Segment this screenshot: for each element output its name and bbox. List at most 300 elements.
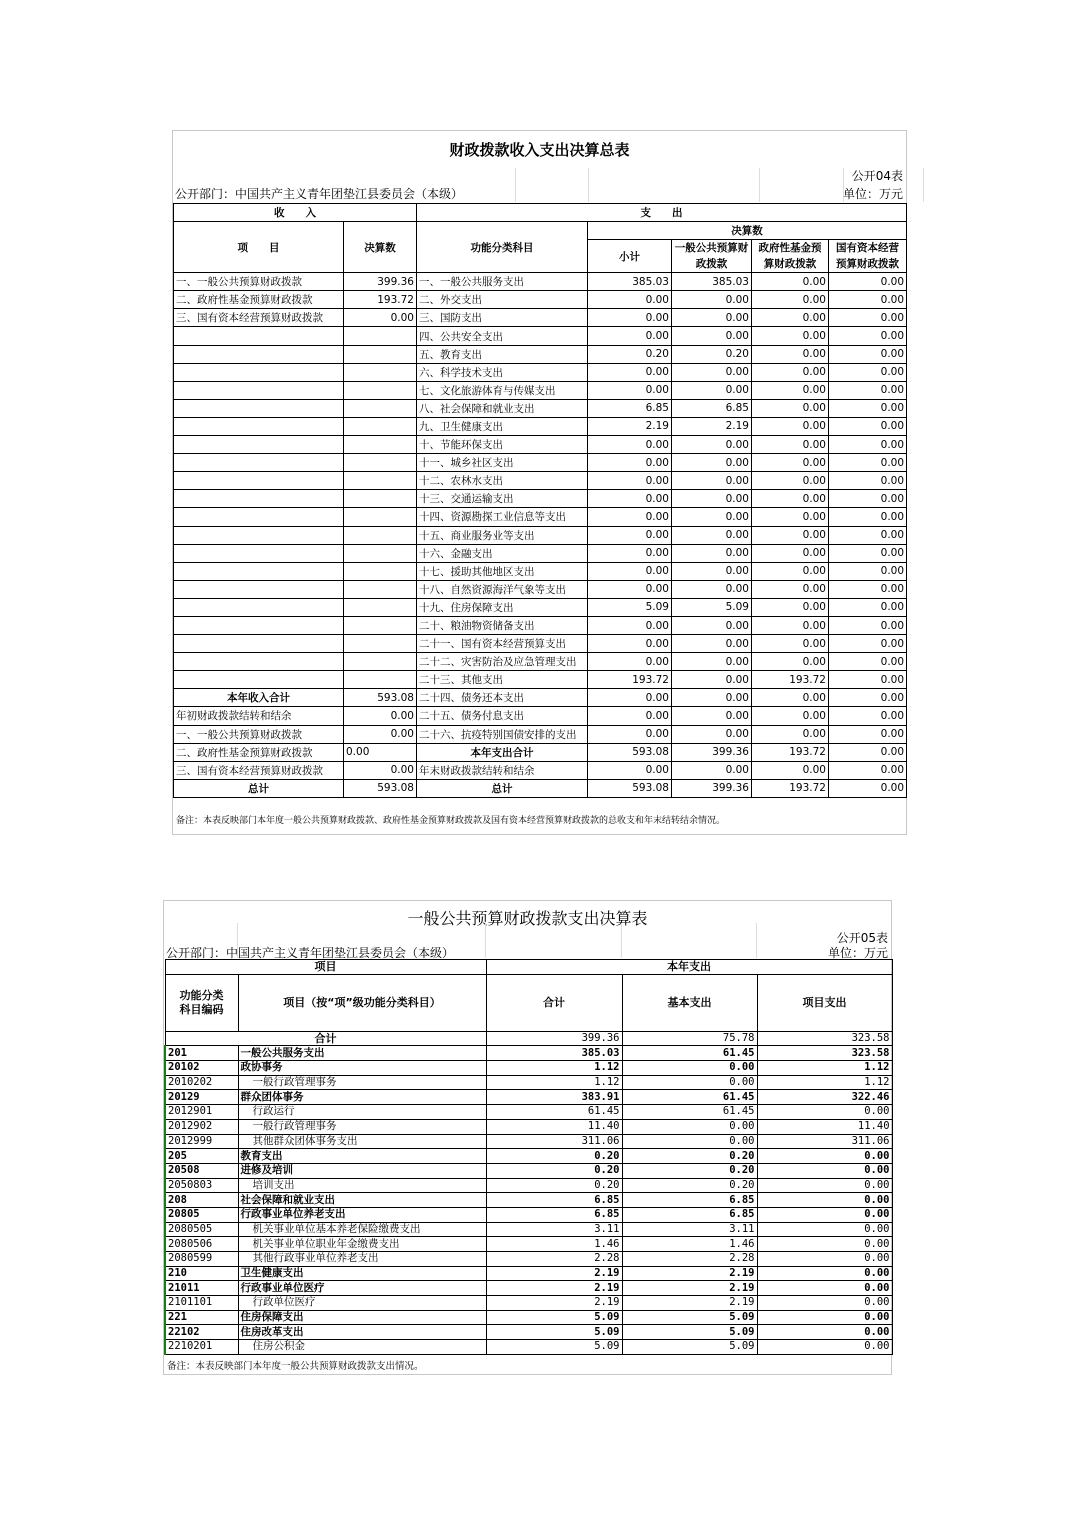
income-amount xyxy=(344,417,417,435)
fund-budget-value: 0.00 xyxy=(752,454,829,472)
general-budget-value: 0.00 xyxy=(672,472,752,490)
basic-cell: 0.00 xyxy=(622,1119,757,1134)
total-cell: 0.20 xyxy=(486,1149,622,1164)
subtotal-value: 0.00 xyxy=(588,490,672,508)
table-row xyxy=(174,689,907,707)
subtotal-value: 0.00 xyxy=(588,508,672,526)
total-cell: 1.12 xyxy=(486,1075,622,1090)
fund-budget-value: 0.00 xyxy=(752,635,829,653)
general-budget-value: 0.00 xyxy=(672,490,752,508)
project-cell: 0.00 xyxy=(757,1193,892,1208)
state-capital-value: 0.00 xyxy=(829,417,907,435)
income-amount xyxy=(344,399,417,417)
project-cell: 0.00 xyxy=(757,1178,892,1193)
code-cell: 2080506 xyxy=(165,1237,238,1252)
amount-header: 决算数 xyxy=(344,222,417,273)
table-row xyxy=(174,327,907,345)
department-label: 公开部门：中国共产主义青年团垫江县委员会（本级） xyxy=(166,946,455,960)
table-row xyxy=(165,1193,892,1208)
total-cell: 2.19 xyxy=(486,1266,622,1281)
name-cell: 行政单位医疗 xyxy=(238,1296,486,1311)
state-capital-value: 0.00 xyxy=(829,707,907,725)
basic-cell: 1.46 xyxy=(622,1237,757,1252)
income-amount xyxy=(344,580,417,598)
general-budget-value: 0.00 xyxy=(672,761,752,779)
fund-budget-value: 0.00 xyxy=(752,598,829,616)
name-cell: 一般行政管理事务 xyxy=(238,1075,486,1090)
state-capital-value: 0.00 xyxy=(829,653,907,671)
name-cell: 住房改革支出 xyxy=(238,1325,486,1340)
project-header: 项目支出 xyxy=(757,974,892,1031)
income-amount xyxy=(344,671,417,689)
function-item: 十一、城乡社区支出 xyxy=(417,454,588,472)
code-cell: 2080599 xyxy=(165,1252,238,1267)
general-budget-value: 0.00 xyxy=(672,653,752,671)
table-row xyxy=(165,1163,892,1178)
unit-label: 单位：万元 xyxy=(827,946,888,960)
table-row xyxy=(174,526,907,544)
project-cell: 0.00 xyxy=(757,1310,892,1325)
fund-budget-header: 政府性基金预算财政拨款 xyxy=(752,240,829,273)
income-amount: 0.00 xyxy=(344,725,417,743)
subtotal-value: 0.00 xyxy=(588,454,672,472)
income-item xyxy=(174,436,344,454)
code-cell: 221 xyxy=(165,1310,238,1325)
state-capital-value: 0.00 xyxy=(829,580,907,598)
function-item: 二、外交支出 xyxy=(417,291,588,309)
income-item: 二、政府性基金预算财政拨款 xyxy=(174,291,344,309)
total-row-label: 合计 xyxy=(165,1031,486,1046)
income-amount xyxy=(344,436,417,454)
income-item: 三、国有资本经营预算财政拨款 xyxy=(174,309,344,327)
basic-cell: 5.09 xyxy=(622,1325,757,1340)
total-cell: 1.12 xyxy=(486,1061,622,1076)
total-row-basic: 75.78 xyxy=(622,1031,757,1046)
income-amount xyxy=(344,472,417,490)
general-budget-value: 0.00 xyxy=(672,327,752,345)
subtotal-value: 0.00 xyxy=(588,544,672,562)
function-item: 总计 xyxy=(417,779,588,797)
income-amount xyxy=(344,635,417,653)
fund-budget-value: 193.72 xyxy=(752,779,829,797)
name-cell: 教育支出 xyxy=(238,1149,486,1164)
subtotal-value: 0.00 xyxy=(588,689,672,707)
form-number: 公开04表 xyxy=(851,169,903,183)
project-cell: 0.00 xyxy=(757,1325,892,1340)
total-cell: 2.19 xyxy=(486,1296,622,1311)
function-item: 六、科学技术支出 xyxy=(417,363,588,381)
function-item: 九、卫生健康支出 xyxy=(417,417,588,435)
project-cell: 0.00 xyxy=(757,1149,892,1164)
general-budget-value: 6.85 xyxy=(672,399,752,417)
function-item: 十五、商业服务业等支出 xyxy=(417,526,588,544)
subtotal-value: 0.00 xyxy=(588,436,672,454)
basic-cell: 2.28 xyxy=(622,1252,757,1267)
table-row xyxy=(174,761,907,779)
project-cell: 311.06 xyxy=(757,1134,892,1149)
code-cell: 208 xyxy=(165,1193,238,1208)
state-capital-value: 0.00 xyxy=(829,273,907,291)
income-item xyxy=(174,616,344,634)
name-cell: 行政运行 xyxy=(238,1105,486,1120)
total-cell: 11.40 xyxy=(486,1119,622,1134)
total-cell: 61.45 xyxy=(486,1105,622,1120)
project-cell: 0.00 xyxy=(757,1266,892,1281)
name-cell: 机关事业单位职业年金缴费支出 xyxy=(238,1237,486,1252)
project-cell: 1.12 xyxy=(757,1061,892,1076)
table-row xyxy=(165,1061,892,1076)
table-row xyxy=(174,436,907,454)
code-cell: 20102 xyxy=(165,1061,238,1076)
project-cell: 0.00 xyxy=(757,1281,892,1296)
table-row xyxy=(174,363,907,381)
state-capital-value: 0.00 xyxy=(829,779,907,797)
table-row xyxy=(165,1119,892,1134)
income-amount xyxy=(344,616,417,634)
code-cell: 2010202 xyxy=(165,1075,238,1090)
income-amount xyxy=(344,490,417,508)
code-cell: 2101101 xyxy=(165,1296,238,1311)
income-item: 二、政府性基金预算财政拨款 xyxy=(174,743,344,761)
code-cell: 20508 xyxy=(165,1163,238,1178)
table-row xyxy=(165,1207,892,1222)
name-cell: 住房保障支出 xyxy=(238,1310,486,1325)
income-amount xyxy=(344,508,417,526)
code-cell: 2012999 xyxy=(165,1134,238,1149)
general-budget-value: 0.00 xyxy=(672,725,752,743)
state-capital-value: 0.00 xyxy=(829,291,907,309)
total-cell: 5.09 xyxy=(486,1325,622,1340)
project-cell: 0.00 xyxy=(757,1296,892,1311)
table-row xyxy=(165,1046,892,1061)
general-budget-value: 0.00 xyxy=(672,562,752,580)
income-item xyxy=(174,580,344,598)
subtotal-value: 0.00 xyxy=(588,472,672,490)
code-cell: 201 xyxy=(165,1046,238,1061)
income-header: 收 入 xyxy=(174,204,417,222)
fund-budget-value: 0.00 xyxy=(752,761,829,779)
income-amount xyxy=(344,526,417,544)
income-item: 一、一般公共预算财政拨款 xyxy=(174,725,344,743)
subtotal-value: 5.09 xyxy=(588,598,672,616)
general-budget-value: 0.00 xyxy=(672,526,752,544)
function-item: 十三、交通运输支出 xyxy=(417,490,588,508)
total-cell: 5.09 xyxy=(486,1310,622,1325)
state-capital-value: 0.00 xyxy=(829,761,907,779)
project-cell: 0.00 xyxy=(757,1222,892,1237)
income-item xyxy=(174,490,344,508)
project-cell: 0.00 xyxy=(757,1252,892,1267)
function-item: 二十六、抗疫特别国债安排的支出 xyxy=(417,725,588,743)
total-cell: 3.11 xyxy=(486,1222,622,1237)
fund-budget-value: 0.00 xyxy=(752,508,829,526)
function-item: 十七、援助其他地区支出 xyxy=(417,562,588,580)
fund-budget-value: 0.00 xyxy=(752,472,829,490)
state-capital-value: 0.00 xyxy=(829,454,907,472)
general-budget-value: 0.00 xyxy=(672,544,752,562)
state-capital-value: 0.00 xyxy=(829,635,907,653)
fund-budget-value: 0.00 xyxy=(752,580,829,598)
fund-budget-value: 0.00 xyxy=(752,544,829,562)
project-cell: 1.12 xyxy=(757,1075,892,1090)
project-cell: 322.46 xyxy=(757,1090,892,1105)
function-item: 十九、住房保障支出 xyxy=(417,598,588,616)
basic-cell: 2.19 xyxy=(622,1296,757,1311)
table-row xyxy=(165,1340,892,1355)
function-item: 四、公共安全支出 xyxy=(417,327,588,345)
income-amount xyxy=(344,327,417,345)
fund-budget-value: 0.00 xyxy=(752,707,829,725)
project-cell: 0.00 xyxy=(757,1105,892,1120)
income-item: 三、国有资本经营预算财政拨款 xyxy=(174,761,344,779)
subtotal-value: 0.00 xyxy=(588,616,672,634)
item-header: 项 目 xyxy=(174,222,344,273)
table-row xyxy=(165,1222,892,1237)
general-budget-value: 399.36 xyxy=(672,743,752,761)
table-row xyxy=(174,345,907,363)
sheet-title: 财政拨款收入支出决算总表 xyxy=(449,141,630,159)
table-row xyxy=(174,472,907,490)
table-row xyxy=(174,671,907,689)
project-cell: 0.00 xyxy=(757,1340,892,1355)
fund-budget-value: 0.00 xyxy=(752,653,829,671)
fund-budget-value: 0.00 xyxy=(752,526,829,544)
general-budget-value: 0.00 xyxy=(672,309,752,327)
code-cell: 22102 xyxy=(165,1325,238,1340)
income-item xyxy=(174,417,344,435)
income-amount xyxy=(344,562,417,580)
state-capital-value: 0.00 xyxy=(829,616,907,634)
income-item xyxy=(174,671,344,689)
fund-budget-value: 0.00 xyxy=(752,490,829,508)
subtotal-value: 593.08 xyxy=(588,743,672,761)
expense-header: 支 出 xyxy=(417,204,907,222)
table-row xyxy=(165,1281,892,1296)
name-cell: 机关事业单位基本养老保险缴费支出 xyxy=(238,1222,486,1237)
code-header: 功能分类 科目编码 xyxy=(165,974,238,1031)
income-item xyxy=(174,598,344,616)
subtotal-value: 0.00 xyxy=(588,635,672,653)
state-capital-value: 0.00 xyxy=(829,399,907,417)
code-cell: 2080505 xyxy=(165,1222,238,1237)
state-capital-value: 0.00 xyxy=(829,689,907,707)
subtotal-value: 0.20 xyxy=(588,345,672,363)
total-header: 合计 xyxy=(486,974,622,1031)
subtotal-value: 385.03 xyxy=(588,273,672,291)
income-item: 总计 xyxy=(174,779,344,797)
project-cell: 0.00 xyxy=(757,1163,892,1178)
total-cell: 385.03 xyxy=(486,1046,622,1061)
income-item: 本年收入合计 xyxy=(174,689,344,707)
basic-cell: 2.19 xyxy=(622,1281,757,1296)
income-amount xyxy=(344,544,417,562)
name-cell: 其他行政事业单位养老支出 xyxy=(238,1252,486,1267)
table-row xyxy=(174,562,907,580)
income-amount xyxy=(344,363,417,381)
name-cell: 行政事业单位养老支出 xyxy=(238,1207,486,1222)
income-amount: 193.72 xyxy=(344,291,417,309)
income-amount: 0.00 xyxy=(344,707,417,725)
name-cell: 卫生健康支出 xyxy=(238,1266,486,1281)
table-row xyxy=(174,454,907,472)
total-cell: 6.85 xyxy=(486,1193,622,1208)
table-row xyxy=(174,508,907,526)
subtotal-value: 2.19 xyxy=(588,417,672,435)
income-amount xyxy=(344,381,417,399)
general-budget-value: 0.00 xyxy=(672,363,752,381)
subtotal-value: 0.00 xyxy=(588,291,672,309)
name-cell: 住房公积金 xyxy=(238,1340,486,1355)
fund-budget-value: 0.00 xyxy=(752,562,829,580)
general-budget-value: 0.00 xyxy=(672,291,752,309)
general-budget-value: 399.36 xyxy=(672,779,752,797)
table-row xyxy=(174,291,907,309)
project-cell: 0.00 xyxy=(757,1237,892,1252)
general-budget-value: 0.00 xyxy=(672,508,752,526)
function-item: 二十五、债务付息支出 xyxy=(417,707,588,725)
income-amount: 0.00 xyxy=(344,309,417,327)
subtotal-value: 0.00 xyxy=(588,526,672,544)
table-row xyxy=(165,1252,892,1267)
footnote: 备注：本表反映部门本年度一般公共预算财政拨款支出情况。 xyxy=(167,1361,424,1372)
total-cell: 6.85 xyxy=(486,1207,622,1222)
general-budget-expense-sheet xyxy=(163,900,892,1375)
basic-cell: 0.00 xyxy=(622,1075,757,1090)
state-capital-value: 0.00 xyxy=(829,309,907,327)
state-capital-header: 国有资本经营预算财政拨款 xyxy=(829,240,907,273)
table-row xyxy=(174,616,907,634)
function-item: 本年支出合计 xyxy=(417,743,588,761)
table-row xyxy=(165,1178,892,1193)
state-capital-value: 0.00 xyxy=(829,544,907,562)
income-item xyxy=(174,526,344,544)
table-row xyxy=(174,653,907,671)
function-item: 五、教育支出 xyxy=(417,345,588,363)
general-budget-value: 0.00 xyxy=(672,635,752,653)
table-row xyxy=(165,1296,892,1311)
total-cell: 2.19 xyxy=(486,1281,622,1296)
state-capital-value: 0.00 xyxy=(829,472,907,490)
name-cell: 社会保障和就业支出 xyxy=(238,1193,486,1208)
state-capital-value: 0.00 xyxy=(829,490,907,508)
function-item: 十、节能环保支出 xyxy=(417,436,588,454)
income-item xyxy=(174,508,344,526)
subtotal-header: 小计 xyxy=(588,240,672,273)
state-capital-value: 0.00 xyxy=(829,381,907,399)
income-item xyxy=(174,454,344,472)
name-cell: 培训支出 xyxy=(238,1178,486,1193)
fund-budget-value: 0.00 xyxy=(752,309,829,327)
fund-budget-value: 0.00 xyxy=(752,291,829,309)
basic-cell: 6.85 xyxy=(622,1207,757,1222)
general-budget-value: 0.00 xyxy=(672,707,752,725)
basic-cell: 5.09 xyxy=(622,1310,757,1325)
subtotal-value: 0.00 xyxy=(588,725,672,743)
income-item xyxy=(174,472,344,490)
table-row xyxy=(174,580,907,598)
table-row xyxy=(165,1134,892,1149)
basic-cell: 6.85 xyxy=(622,1193,757,1208)
general-budget-value: 385.03 xyxy=(672,273,752,291)
total-cell: 0.20 xyxy=(486,1178,622,1193)
state-capital-value: 0.00 xyxy=(829,562,907,580)
project-cell: 0.00 xyxy=(757,1207,892,1222)
function-header: 功能分类科目 xyxy=(417,222,588,273)
basic-cell: 2.19 xyxy=(622,1266,757,1281)
table-row xyxy=(174,273,907,291)
table-row xyxy=(174,725,907,743)
income-amount xyxy=(344,454,417,472)
subtotal-value: 193.72 xyxy=(588,671,672,689)
basic-cell: 0.20 xyxy=(622,1163,757,1178)
fund-budget-value: 0.00 xyxy=(752,616,829,634)
state-capital-value: 0.00 xyxy=(829,671,907,689)
item-header: 项目 xyxy=(165,960,486,975)
income-amount xyxy=(344,653,417,671)
total-cell: 1.46 xyxy=(486,1237,622,1252)
total-row-total: 399.36 xyxy=(486,1031,622,1046)
table-row xyxy=(174,417,907,435)
general-budget-value: 0.00 xyxy=(672,454,752,472)
basic-cell: 61.45 xyxy=(622,1046,757,1061)
function-item: 二十二、灾害防治及应急管理支出 xyxy=(417,653,588,671)
function-item: 十四、资源勘探工业信息等支出 xyxy=(417,508,588,526)
form-number: 公开05表 xyxy=(836,931,888,945)
subtotal-value: 0.00 xyxy=(588,653,672,671)
project-cell: 323.58 xyxy=(757,1046,892,1061)
basic-cell: 61.45 xyxy=(622,1090,757,1105)
fund-budget-value: 0.00 xyxy=(752,689,829,707)
name-cell: 其他群众团体事务支出 xyxy=(238,1134,486,1149)
function-item: 七、文化旅游体育与传媒支出 xyxy=(417,381,588,399)
name-cell: 一般公共服务支出 xyxy=(238,1046,486,1061)
income-amount: 593.08 xyxy=(344,689,417,707)
year-expense-header: 本年支出 xyxy=(486,960,892,975)
income-item: 一、一般公共预算财政拨款 xyxy=(174,273,344,291)
income-amount: 593.08 xyxy=(344,779,417,797)
basic-cell: 5.09 xyxy=(622,1340,757,1355)
table-row xyxy=(165,1266,892,1281)
table-row xyxy=(165,1310,892,1325)
income-item xyxy=(174,327,344,345)
income-amount xyxy=(344,598,417,616)
code-cell: 2012901 xyxy=(165,1105,238,1120)
unit-label: 单位：万元 xyxy=(842,187,903,201)
table-row xyxy=(174,598,907,616)
sheet-title: 一般公共预算财政拨款支出决算表 xyxy=(407,909,648,928)
table-row xyxy=(165,1105,892,1120)
function-item: 八、社会保障和就业支出 xyxy=(417,399,588,417)
function-item: 二十四、债务还本支出 xyxy=(417,689,588,707)
function-item: 十八、自然资源海洋气象等支出 xyxy=(417,580,588,598)
subtotal-value: 593.08 xyxy=(588,779,672,797)
fund-budget-value: 0.00 xyxy=(752,381,829,399)
final-amount-header: 决算数 xyxy=(588,222,907,240)
fund-budget-value: 0.00 xyxy=(752,417,829,435)
basic-cell: 61.45 xyxy=(622,1105,757,1120)
code-cell: 20805 xyxy=(165,1207,238,1222)
basic-header: 基本支出 xyxy=(622,974,757,1031)
income-item xyxy=(174,363,344,381)
table-row xyxy=(165,1325,892,1340)
name-cell: 一般行政管理事务 xyxy=(238,1119,486,1134)
total-cell: 5.09 xyxy=(486,1340,622,1355)
table-row xyxy=(165,1237,892,1252)
code-cell: 2012902 xyxy=(165,1119,238,1134)
fund-budget-value: 0.00 xyxy=(752,273,829,291)
function-item: 二十三、其他支出 xyxy=(417,671,588,689)
fund-budget-value: 0.00 xyxy=(752,399,829,417)
